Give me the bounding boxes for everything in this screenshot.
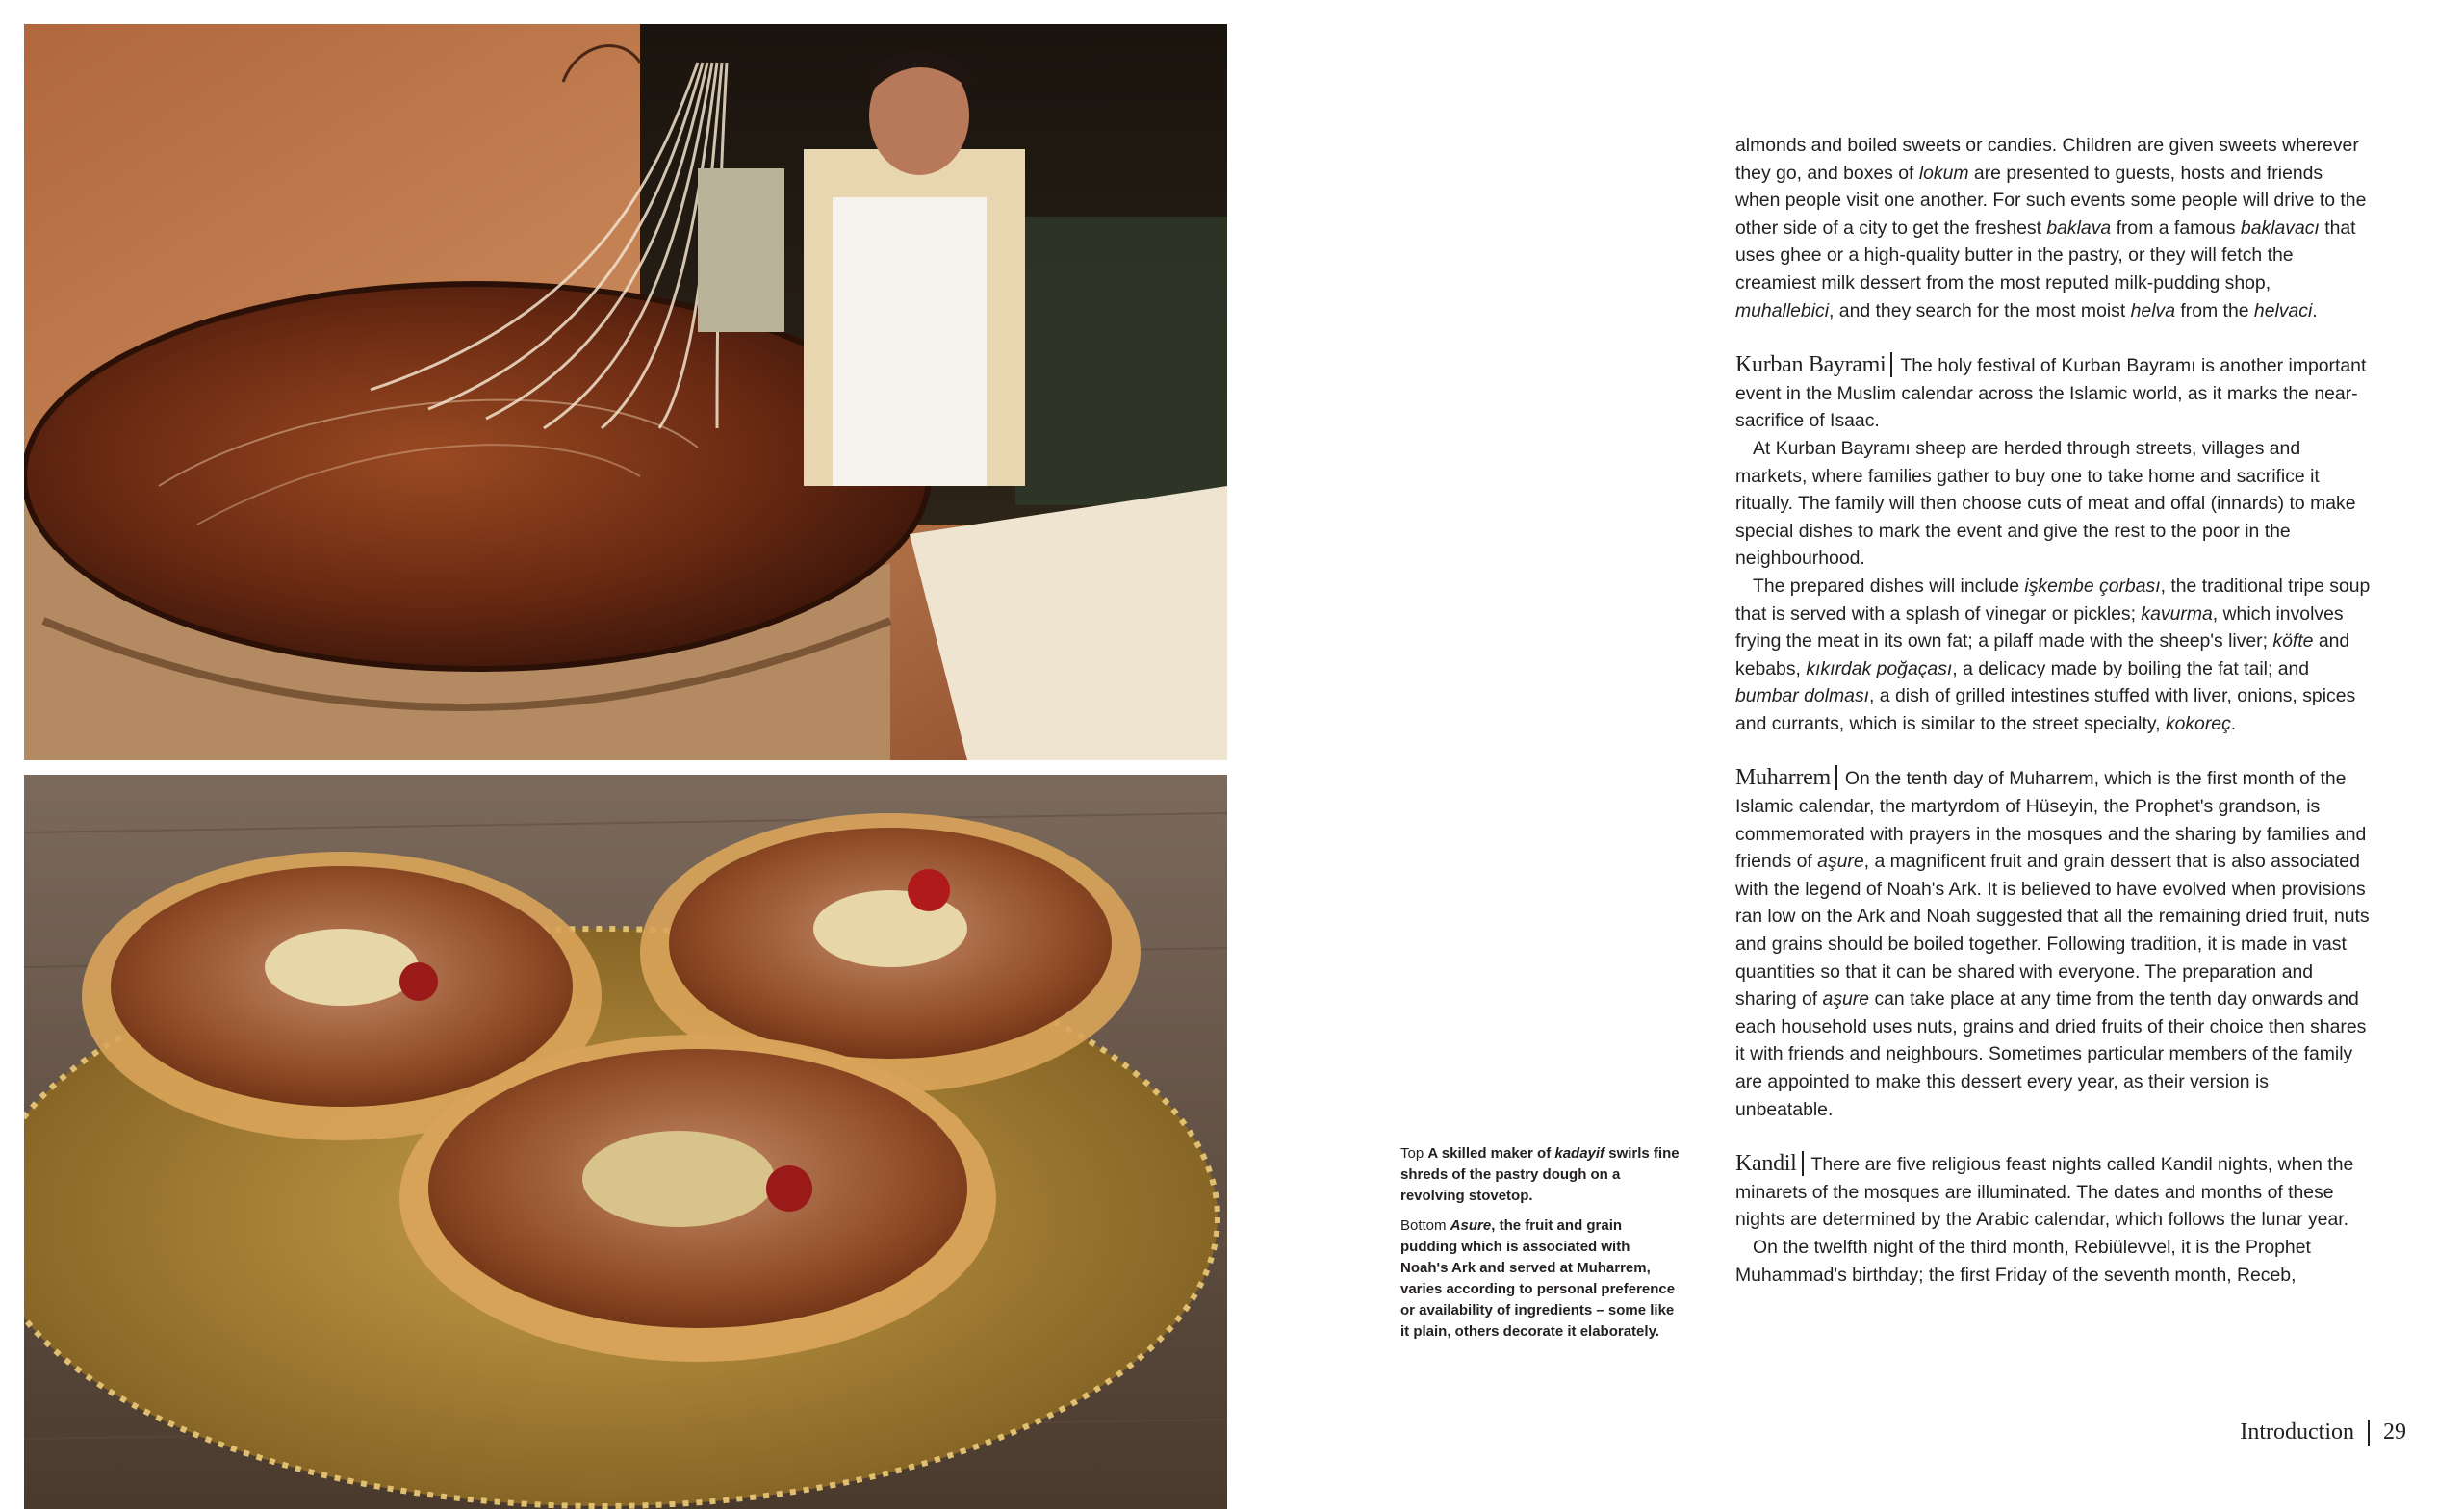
italic-term: kıkırdak poğaçası [1806, 657, 1953, 679]
italic-term: muhallebici [1735, 299, 1830, 321]
paragraph-muharrem [1735, 764, 2371, 1123]
italic-term: aşure [1822, 988, 1870, 1011]
paragraph-kandil-birthday: On the twelfth night of the third month, Rebiülevvel, it is the Prophet Muhammad's birthday; the first Friday of the seventh month, Receb, [1735, 1236, 2311, 1286]
italic-term: baklavacı [2240, 217, 2320, 239]
caption-top-text-em: kadayif [1554, 1145, 1605, 1162]
photo-asure-bowls-image [24, 775, 1227, 1509]
caption-top-text-1: A skilled maker of [1427, 1145, 1555, 1162]
text-run: . [2230, 712, 2237, 734]
caption-bottom-text-2: , the fruit and grain pudding which is associated with Noah's Ark and served at Muharrem, varies according to personal preference or availability of ingredients – some like it plain, others decorate it elaborately. [1400, 1217, 1676, 1340]
text-run: On the tenth day of Muharrem, which is the first month of the Islamic calendar, the martyrdom of Hüseyin, the Prophet's grandson, is commemorated with prayers in the mosques and the sharing by families and friends of [1735, 768, 2367, 873]
paragraph-kurban-dishes [1735, 573, 2371, 738]
italic-term: bumbar dolması [1735, 685, 1870, 707]
italic-term: kokoreç [2165, 712, 2231, 734]
italic-term: aşure [1817, 851, 1864, 873]
photo-asure-bowls [24, 775, 1227, 1509]
text-run: The prepared dishes will include [1753, 575, 2025, 597]
text-run: The holy festival of Kurban Bayramı is another important event in the Muslim calendar across the Islamic world, as it marks the near-sacrifice of Isaac. [1735, 355, 2367, 432]
section-heading-muharrem: Muharrem [1735, 765, 1837, 790]
text-run: , a delicacy made by boiling the fat tail; and [1952, 657, 2310, 679]
paragraph-sweets [1735, 132, 2371, 324]
italic-term: helva [2130, 299, 2175, 321]
body-text-column [1735, 132, 2371, 1289]
paragraph-kandil-intro [1735, 1150, 2371, 1234]
page-number: 29 [2383, 1419, 2406, 1445]
section-heading-kandil: Kandil [1735, 1151, 1804, 1176]
text-run: There are five religious feast nights called Kandil nights, when the minarets of the mosques are illuminated. The dates and months of these nights are determined by the Arabic calendar, which follows the lunar year. [1735, 1154, 2354, 1231]
text-run: and kebabs, [1735, 630, 2350, 679]
text-run: . [2312, 299, 2318, 321]
italic-term: helvaci [2253, 299, 2313, 321]
text-run: , which involves frying the meat in its own fat; a pilaff made with the sheep's liver; [1735, 602, 2344, 653]
italic-term: köfte [2272, 630, 2314, 653]
text-run: , and they search for the most moist [1829, 299, 2131, 321]
photo-kadayif-maker [24, 24, 1227, 760]
text-run: from the [2175, 299, 2254, 321]
footer-section-title: Introduction [2240, 1420, 2370, 1446]
text-run: , a dish of grilled intestines stuffed with liver, onions, spices and currants, which is similar to the street specialty, [1735, 685, 2356, 734]
paragraph-kurban-intro [1735, 351, 2371, 435]
text-run: , the traditional tripe soup that is served with a splash of vinegar or pickles; [1735, 575, 2371, 625]
italic-term: işkembe çorbası [2024, 575, 2161, 597]
paragraph-kurban-sheep: At Kurban Bayramı sheep are herded through streets, villages and markets, where families gather to buy one to take home and sacrifice it ritually. The family will then choose cuts of meat and offal (innards) to make special dishes to mark the event and give the rest to the poor in the neighbourhood. [1735, 437, 2356, 570]
caption-bottom-label: Bottom [1400, 1217, 1447, 1234]
section-heading-kurban-bayrami: Kurban Bayrami [1735, 352, 1892, 377]
caption-bottom [1400, 1216, 1680, 1343]
caption-bottom-text-em: Asure [1450, 1217, 1492, 1234]
text-run: , a magnificent fruit and grain dessert that is also associated with the legend of Noah's Ark. It is believed to have evolved when provisions ran low on the Ark and Noah suggested that all the remaining dried fruit, nuts and grains should be boiled together. Following tradition, it is made in vast quantities so that it can be shared with everyone. The preparation and sharing of [1735, 851, 2370, 1011]
text-run: are presented to guests, hosts and friends when people visit one another. For such events some people will drive to the other side of a city to get the freshest [1735, 162, 2367, 239]
caption-top-label: Top [1400, 1145, 1424, 1162]
text-run: can take place at any time from the tenth day onwards and each household uses nuts, grains and dried fruits of their choice then shares it with friends and neighbours. Sometimes particular members of the family are appointed to make this dessert every year, as their version is unbeatable. [1735, 988, 2367, 1120]
photo-caption [1400, 1143, 1680, 1351]
page-footer [2240, 1413, 2406, 1451]
caption-top [1400, 1143, 1680, 1207]
text-run: from a famous [2111, 217, 2241, 239]
text-run: that uses ghee or a high-quality butter in the pastry, or they will fetch the creamiest milk dessert from the most reputed milk-pudding shop, [1735, 217, 2356, 294]
italic-term: lokum [1918, 162, 1969, 184]
text-run: almonds and boiled sweets or candies. Children are given sweets wherever they go, and boxes of [1735, 135, 2359, 184]
caption-top-text-2: swirls fine shreds of the pastry dough on a revolving stovetop. [1400, 1145, 1680, 1204]
italic-term: baklava [2046, 217, 2112, 239]
photo-kadayif-maker-image [24, 24, 1227, 760]
italic-term: kavurma [2141, 602, 2213, 625]
